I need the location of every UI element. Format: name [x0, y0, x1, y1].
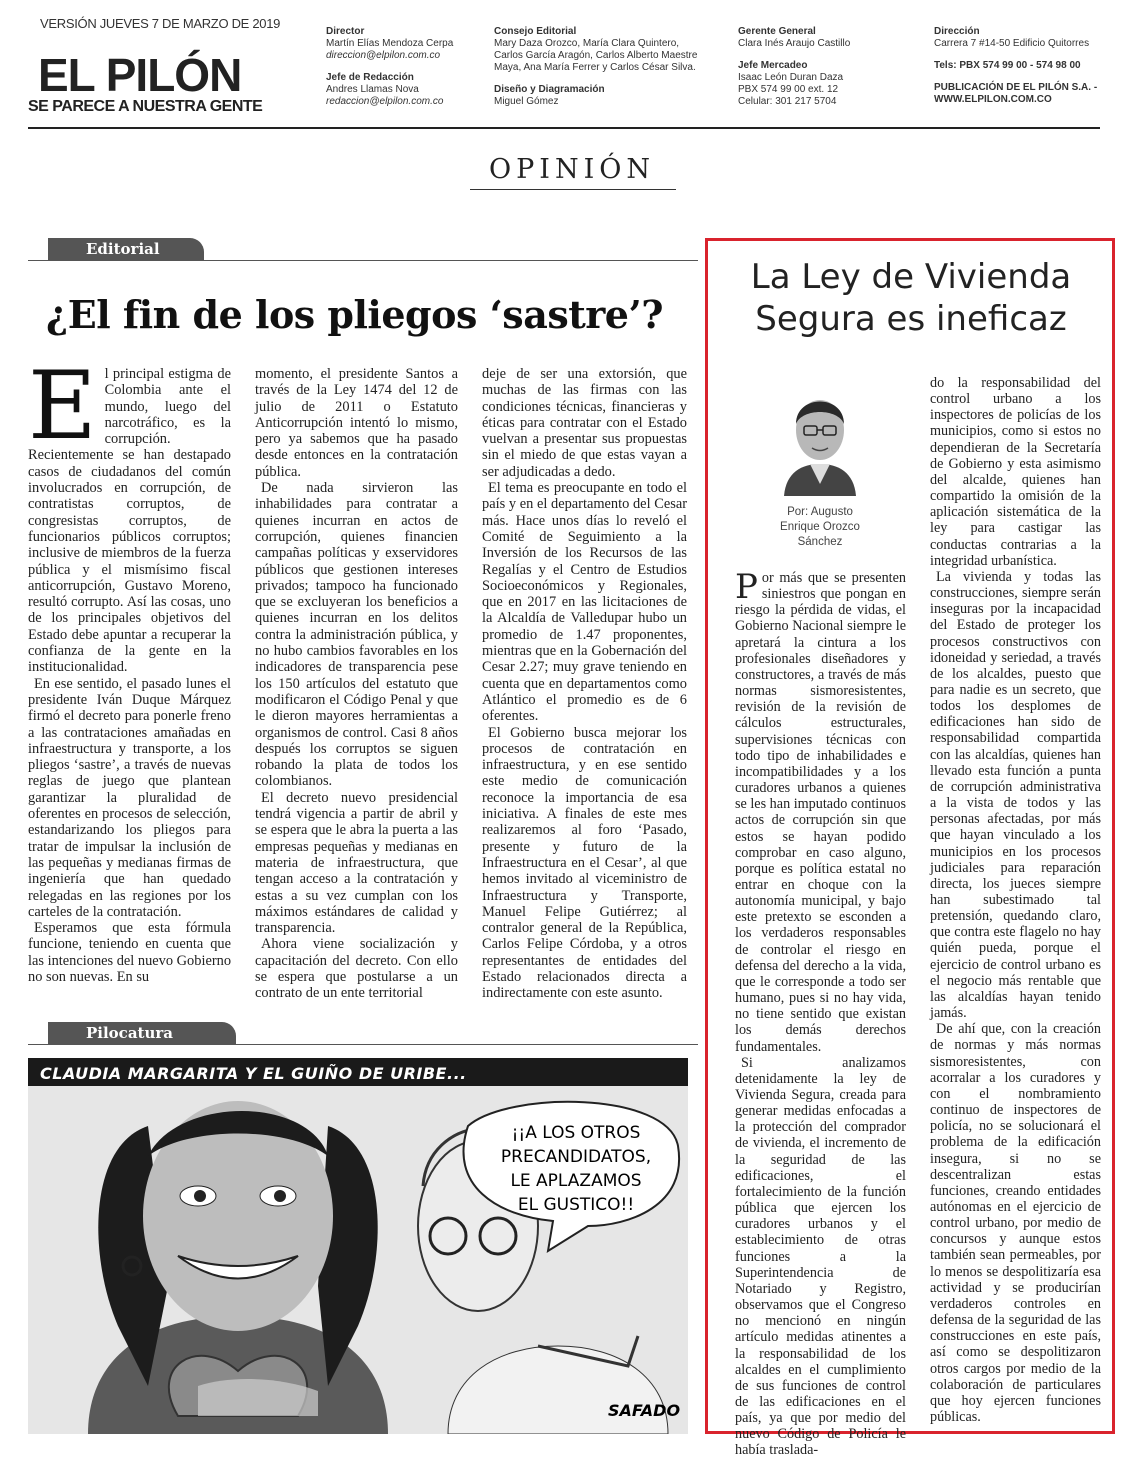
- speech-line: LE APLAZAMOS: [510, 1171, 642, 1191]
- staff-website: WWW.ELPILON.COM.CO: [934, 94, 1052, 105]
- cartoon-title: CLAUDIA MARGARITA Y EL GUIÑO DE URIBE...: [40, 1064, 467, 1083]
- staff-name: Clara Inés Araujo Castillo: [738, 38, 851, 49]
- cartoon-drawing: [28, 1086, 688, 1434]
- staff-phone: Celular: 301 217 5704: [738, 96, 837, 107]
- editorial-column-2: [255, 366, 458, 1002]
- byline-line: Por: Augusto: [787, 506, 853, 518]
- staff-email: redaccion@elpilon.com.co: [326, 96, 444, 107]
- section-rule: [470, 189, 676, 190]
- paragraph: Esperamos que esta fórmula funcione, teniendo en cuenta que las intenciones del nuevo Gobierno no son nuevas. En su: [28, 920, 232, 985]
- staff-heading: Jefe de Redacción: [326, 72, 414, 83]
- author-photo: [778, 384, 862, 496]
- paragraph: De nada sirvieron las inhabilidades para contratar a quienes incurran en actos de corrupción, quienes financien campañas políticas y exservidores públicos que gestionen intereses privados; tampoco ha funcionado que se excluyeran los beneficios a quienes incurran en los delitos contra la administración pública, y no hubo cambios favorables en los indicadores de transparencia pese los 150 artículos del estatuto que modificaron el Código Penal y que le dieron mayores herramientas a organismos de control. Casi 8 años después los corruptos se siguen robando la plata de todos los colombianos.: [255, 480, 458, 790]
- paragraph: deje de ser una extorsión, que muchas de las firmas con las condiciones técnicas, financieras y éticas para contratar con el Estado vuelvan a presentar sus propuestas sin el miedo de que estas vayan a ser adjudicadas a dedo.: [482, 366, 687, 480]
- staff-phones: Tels: PBX 574 99 00 - 574 98 00: [934, 60, 1081, 71]
- editorial-dropcap: E: [28, 352, 97, 461]
- opinion-headline: [716, 256, 1106, 340]
- staff-heading: Dirección: [934, 26, 980, 37]
- editorial-column-3: [482, 366, 687, 1002]
- paragraph: El Gobierno busca mejorar los procesos de contratación en infraestructura, y en ese sentido este medio de comunicación reconoce la importancia de esa iniciativa. A finales de este mes realizaremos al foro ‘Pasado, presente y futuro de la Infraestructura en el Cesar’, al que hemos invitado al viceministro de Infraestructura y Transporte, Manuel Felipe Gutiérrez; al contralor general de la República, Carlos Felipe Córdoba, y a otros representantes de entidades del Estado relacionados directa a indirectamente con este asunto.: [482, 724, 687, 1002]
- staff-consejo: [494, 26, 714, 108]
- byline-line: Sánchez: [797, 536, 843, 548]
- masthead-rule: [28, 127, 1100, 129]
- opinion-headline-line2: Segura es ineficaz: [755, 299, 1067, 339]
- staff-name: Isaac León Duran Daza: [738, 72, 844, 83]
- staff-heading: Diseño y Diagramación: [494, 84, 605, 95]
- paragraph: El decreto nuevo presidencial tendrá vigencia a partir de abril y se espera que le abra la puerta a las empresas pequeñas y medianas en materia de infraestructura, que tengan acceso a la contratación y estas a su vez cumplan con los máximos estándares de calidad y transparencia.: [255, 789, 458, 937]
- staff-address: Carrera 7 #14-50 Edificio Quitorres: [934, 38, 1090, 49]
- opinion-dropcap: P: [735, 567, 758, 607]
- staff-line: Maya, Ana María Ferrer y Carlos César Silva.: [494, 62, 696, 73]
- editorial-tab: Editorial: [48, 238, 204, 260]
- editorial-rule: [28, 260, 698, 261]
- staff-director: [326, 26, 486, 108]
- author-portrait[interactable]: [778, 384, 862, 496]
- speech-line: PRECANDIDATOS,: [500, 1147, 652, 1167]
- staff-phone: PBX 574 99 00 ext. 12: [738, 84, 839, 95]
- staff-heading: Consejo Editorial: [494, 26, 577, 37]
- pilocatura-rule: [28, 1044, 698, 1045]
- editorial-column-1: [28, 352, 232, 985]
- edition-date: VERSIÓN JUEVES 7 DE MARZO DE 2019: [40, 16, 281, 31]
- paragraph: Ahora viene socialización y capacitación del decreto. Con ello se espera que postularse a un contrato de un ente territorial: [255, 936, 458, 1002]
- cartoon-illustration[interactable]: [28, 1086, 688, 1434]
- newspaper-tagline: SE PARECE A NUESTRA GENTE: [28, 98, 263, 115]
- staff-gerencia: [738, 26, 908, 108]
- staff-direccion: [934, 26, 1104, 106]
- byline-line: Enrique Orozco: [780, 521, 860, 533]
- paragraph: La vivienda y todas las construcciones, siempre serán inseguras por la incapacidad del Estado de proteger los procesos constructivos con idoneidad y seriedad, a través de los alcaldes, puesto que para nadie es un secreto, que todos los desplomes de edificaciones han sido de responsabilidad compartida con las alcaldías, quienes han llevado esta función a punta de corrupción administrativa a la vista de todos y las personas afectadas, por más que hayan vinculado a los municipios en los procesos judiciales para reparación directa, los jueces siempre han subestimado tal pretensión, quedando claro, que contra este flagelo no hay quién pueda, porque el ejercicio de control urbano es el negocio más rentable que las alcaldías hayan tenido jamás.: [930, 568, 1101, 1022]
- staff-line: Carlos García Aragón, Carlos Alberto Maestre: [494, 50, 698, 61]
- opinion-byline: [760, 505, 880, 550]
- opinion-headline-line1: La Ley de Vivienda: [750, 257, 1072, 297]
- paragraph: El tema es preocupante en todo el país y en el departamento del Cesar más. Hace unos días lo reveló el Comité de Seguimiento a la Inversión de los Recursos de las Regalías y el Centro de Estudios Socioeconómicos y Regionales, que en 2017 en las licitaciones de la Alcaldía de Valledupar hubo un promedio de 1.47 proponentes, mientras que en la Gobernación del Cesar 2.27; muy grave teniendo en cuenta que en departamentos como Atlántico el promedio es de 6 oferentes.: [482, 480, 687, 725]
- staff-heading: Jefe Mercadeo: [738, 60, 808, 71]
- staff-publisher: PUBLICACIÓN DE EL PILÓN S.A. -: [934, 82, 1098, 93]
- paragraph: En ese sentido, el pasado lunes el presidente Iván Duque Márquez firmó el decreto para ponerle freno a las contrataciones amañadas en infraestructura y transporte, a los pliegos ‘sastre’, a través de nuevas reglas de juego que plantean garantizar la pluralidad de oferentes en procesos de selección, estandarizando los pliegos para tratar de impulsar la inclusión de las pequeñas y medianas firmas de ingeniería que han quedado relegadas en las regiones por los carteles de la contratación.: [28, 675, 231, 920]
- paragraph: l principal estigma de Colombia ante el mundo, luego del narcotráfico, es la corrupción. Recientemente se han destapado casos de ciudadanos del común involucrados en corrupción, de contratistas corruptos, de congresistas corruptos, de funcionarios públicos corruptos; inclusive de miembros de la fuerza pública y el mismísimo fiscal anticorrupción, Gustavo Moreno, resultó corrupto. Así las cosas, uno de los principales objetivos del Estado debe apuntar a recuperar la confianza de la gente en la institucionalidad.: [28, 366, 231, 676]
- speech-line: ¡¡A LOS OTROS: [511, 1123, 641, 1143]
- paragraph: do la responsabilidad del control urbano a los inspectores de policías de los municipios, como si estos no dependieran de la Secretaría de Gobierno y esta asimismo del alcalde, quienes han compartido la omisión de la aplicación sistemática de la ley para castigar las conductas contrarias a la integridad urbanística.: [930, 375, 1101, 569]
- paragraph: Si analizamos detenidamente la ley de Vivienda Segura, creada para generar medidas enfocadas a la protección del comprador de vivienda, el incremento de la seguridad de las edificaciones, el fortalecimiento de la función pública que ejercen los curadores urbanos y el establecimiento de otras funciones a la Superintendencia de Notariado y Registro, observamos que el Congreso no mencionó en ningún artículo medidas atinentes a la responsabilidad de los alcaldes en el cumplimiento de sus funciones de control de las edificaciones en el país, ya que por medio del nuevo Código de Policía le había traslada-: [735, 1054, 906, 1459]
- opinion-column-2: [930, 375, 1101, 1425]
- staff-email: direccion@elpilon.com.co: [326, 50, 441, 61]
- speech-line: EL GUSTICO!!: [517, 1195, 635, 1215]
- paragraph: or más que se presenten siniestros que pongan en riesgo la pérdida de vidas, el Gobierno Nacional siempre le apretará la cintura a los profesionales diseñadores y constructores, a través de más normas sismoresistentes, revisión de la revisión de cálculos estructurales, supervisiones técnicas con todo tipo de inhabilidades e incompatibilidades y a los curadores urbanos a quienes se les han imputado continuos actos de corrupción sin que estos se hayan podido comprobar en caso alguno, porque es política estatal no entrar en choque con la autonomía municipal, y bajo este pretexto se esconden a los verdaderos responsables de controlar el riesgo en defensa del derecho a la vida, que le corresponde a todo ser humano, pues si no hay vida, no tiene sentido que existan los demás derechos fundamentales.: [735, 570, 907, 1055]
- newspaper-logo[interactable]: EL PILÓN: [38, 49, 242, 101]
- editorial-headline: ¿El fin de los pliegos ‘sastre’?: [46, 292, 663, 337]
- staff-heading: Gerente General: [738, 26, 816, 37]
- staff-name: Martín Elías Mendoza Cerpa: [326, 38, 454, 49]
- pilocatura-tab: Pilocatura: [48, 1022, 236, 1044]
- paragraph: momento, el presidente Santos a través de la Ley 1474 del 12 de julio de 2011 o Estatuto Anticorrupción intentó lo mismo, pero ya sabemos que ha pasado desde entonces en la contratación pública.: [255, 366, 458, 480]
- opinion-column-1: [735, 567, 907, 1459]
- staff-line: Mary Daza Orozco, María Clara Quintero,: [494, 38, 680, 49]
- staff-name: Andres Llamas Nova: [326, 84, 419, 95]
- staff-heading: Director: [326, 26, 365, 37]
- cartoonist-signature: SAFADO: [608, 1401, 681, 1420]
- staff-name: Miguel Gómez: [494, 96, 559, 107]
- paragraph: De ahí que, con la creación de normas y más normas sismoresistentes, con acorralar a los curadores y con el nombramiento continuo de inspectores de policía, no se solucionará el problema de la edificación insegura, si no se descentralizan estas funciones, creando entidades autónomas en el ejercicio de control urbano, por medio de concursos y aunque estos también sean permeables, por lo menos se despolitizaría esa actividad y se producirían verdaderos controles en defensa de la seguridad de las construcciones en este país, así como se despolitizaron otros cargos por medio de la colaboración de particulares que hoy ejercen funciones públicas.: [930, 1021, 1101, 1425]
- section-title: OPINIÓN: [488, 154, 656, 185]
